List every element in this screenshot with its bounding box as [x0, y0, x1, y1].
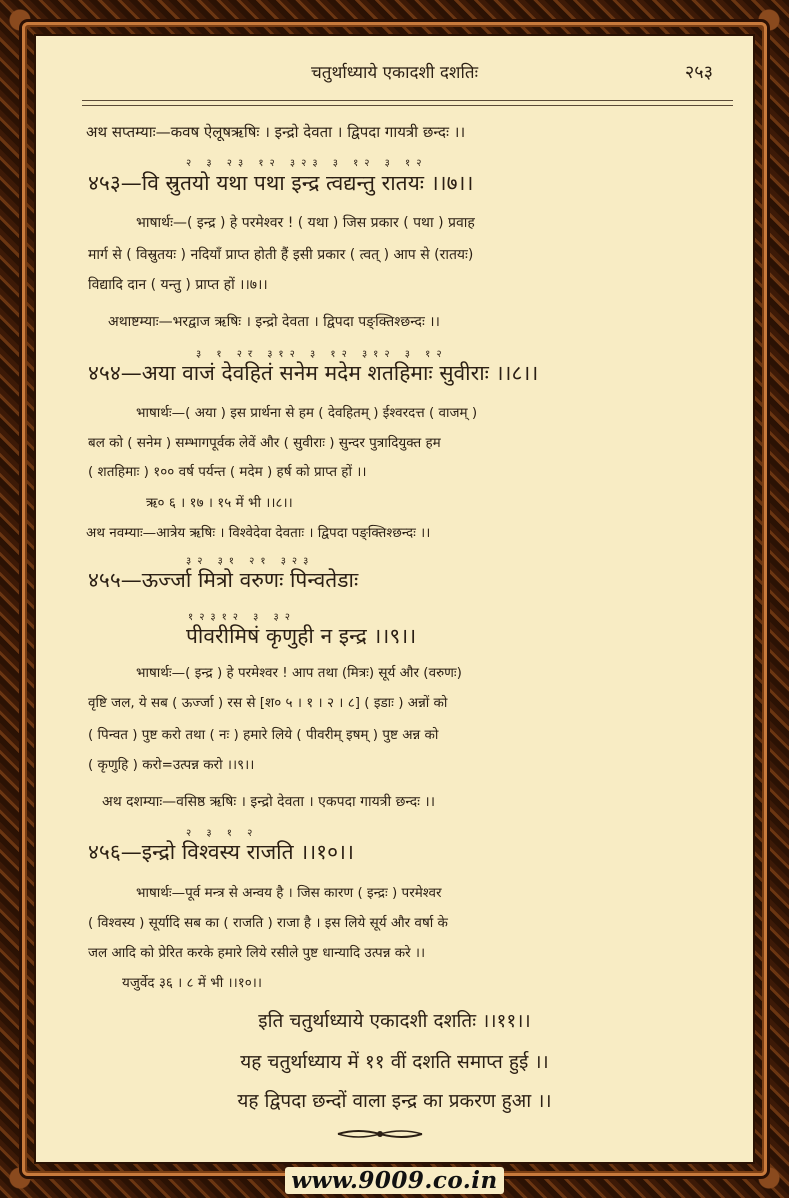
- translation-line: ( पिन्वत ) पुष्ट करो तथा ( नः ) हमारे लिये ( पीवरीम् इषम् ) पुष्ट अन्न को: [88, 727, 439, 743]
- translation-line: भाषार्थः—( इन्द्र ) हे परमेश्वर ! ( यथा ) जिस प्रकार ( पथा ) प्रवाह: [136, 215, 475, 231]
- header-rule: [82, 100, 733, 106]
- closing-line: यह चतुर्थाध्याय में ११ वीं दशति समाप्त हुई ।।: [240, 1051, 549, 1073]
- rishi-line: अथ नवम्याः—आत्रेय ऋषिः । विश्वेदेवा देवताः । द्विपदा पङ्क्तिश्छन्दः ।।: [86, 525, 431, 541]
- rishi-line: अथ सप्तम्याः—कवष ऐलूषऋषिः । इन्द्रो देवता । द्विपदा गायत्री छन्दः ।।: [86, 123, 466, 141]
- mantra-line: ४५३—वि स्रुतयो यथा पथा इन्द्र त्वद्यन्तु रातयः ।।७।।: [88, 171, 474, 195]
- translation-line: जल आदि को प्रेरित करके हमारे लिये रसीले पुष्ट धान्यादि उत्पन्न करे ।।: [88, 945, 426, 961]
- rishi-line: अथ दशम्याः—वसिष्ठ ऋषिः । इन्द्रो देवता । एकपदा गायत्री छन्दः ।।: [102, 794, 436, 810]
- accent-marks: २ ३ १ २: [186, 828, 259, 839]
- translation-line: भाषार्थः—पूर्व मन्त्र से अन्वय है । जिस कारण ( इन्द्रः ) परमेश्वर: [136, 885, 442, 901]
- mantra-line: ४५४—अया वाजं देवहितं सनेम मदेम शतहिमाः सुवीराः ।।८।।: [88, 361, 539, 385]
- accent-marks: २ ३ २३ १२ ३२३ ३ १२ ३ १२: [186, 158, 428, 169]
- translation-line: बल को ( सनेम ) सम्भागपूर्वक लेवें और ( सुवीराः ) सुन्दर पुत्रादियुक्त हम: [88, 435, 441, 451]
- page-header: [36, 58, 753, 88]
- closing-line: यह द्विपदा छन्दों वाला इन्द्र का प्रकरण हुआ ।।: [237, 1090, 552, 1112]
- closing-line: इति चतुर्थाध्याये एकादशी दशतिः ।।११।।: [258, 1010, 531, 1032]
- rishi-line: अथाष्टम्याः—भरद्वाज ऋषिः । इन्द्रो देवता । द्विपदा पङ्क्तिश्छन्दः ।।: [108, 314, 440, 330]
- book-page: [34, 34, 755, 1164]
- watermark: [0, 1167, 789, 1194]
- mantra-line: ४५५—ऊर्ज्जा मित्रो वरुणः पिन्वतेडाः: [88, 568, 359, 592]
- mantra-line: पीवरीमिषं कृणुही न इन्द्र ।।९।।: [186, 624, 417, 648]
- page-number: २५३: [684, 62, 713, 83]
- translation-line: मार्ग से ( विस्रुतयः ) नदियाँ प्राप्त होती हैं इसी प्रकार ( त्वत् ) आप से (रातयः): [88, 247, 474, 263]
- accent-marks: ३२ ३१ २१ ३२३: [186, 556, 315, 567]
- translation-line: ( कृणुहि ) करो=उत्पन्न करो ।।९।।: [88, 757, 255, 773]
- reference-line: ऋ० ६ । १७ । १५ में भी ।।८।।: [146, 495, 293, 511]
- reference-line: यजुर्वेद ३६ । ८ में भी ।।१०।।: [122, 975, 263, 991]
- accent-marks: ३ १ २र ३१२ ३ १२ ३१२ ३ १२: [196, 349, 448, 360]
- translation-line: वृष्टि जल, ये सब ( ऊर्ज्जा ) रस से [श० ५ । १ । २ । ८] ( इडाः ) अन्नों को: [88, 695, 448, 711]
- translation-line: ( शतहिमाः ) १०० वर्ष पर्यन्त ( मदेम ) हर्ष को प्राप्त हों ।।: [88, 464, 367, 480]
- translation-line: ( विश्वस्य ) सूर्यादि सब का ( राजति ) राजा है । इस लिये सूर्य और वर्षा के: [88, 915, 448, 931]
- page-title: चतुर्थाध्याये एकादशी दशतिः: [310, 63, 479, 83]
- end-ornament: [336, 1127, 424, 1141]
- translation-line: भाषार्थः—( इन्द्र ) हे परमेश्वर ! आप तथा (मित्रः) सूर्य और (वरुणः): [136, 665, 462, 681]
- watermark-text: www.9009.co.in: [285, 1167, 504, 1194]
- accent-marks: १२३१२ ३ ३२: [188, 612, 296, 623]
- translation-line: भाषार्थः—( अया ) इस प्रार्थना से हम ( देवहितम् ) ईश्वरदत्त ( वाजम् ): [136, 405, 478, 421]
- translation-line: विद्यादि दान ( यन्तु ) प्राप्त हों ।।७।।: [88, 277, 268, 293]
- mantra-line: ४५६—इन्द्रो विश्वस्य राजति ।।१०।।: [88, 840, 354, 864]
